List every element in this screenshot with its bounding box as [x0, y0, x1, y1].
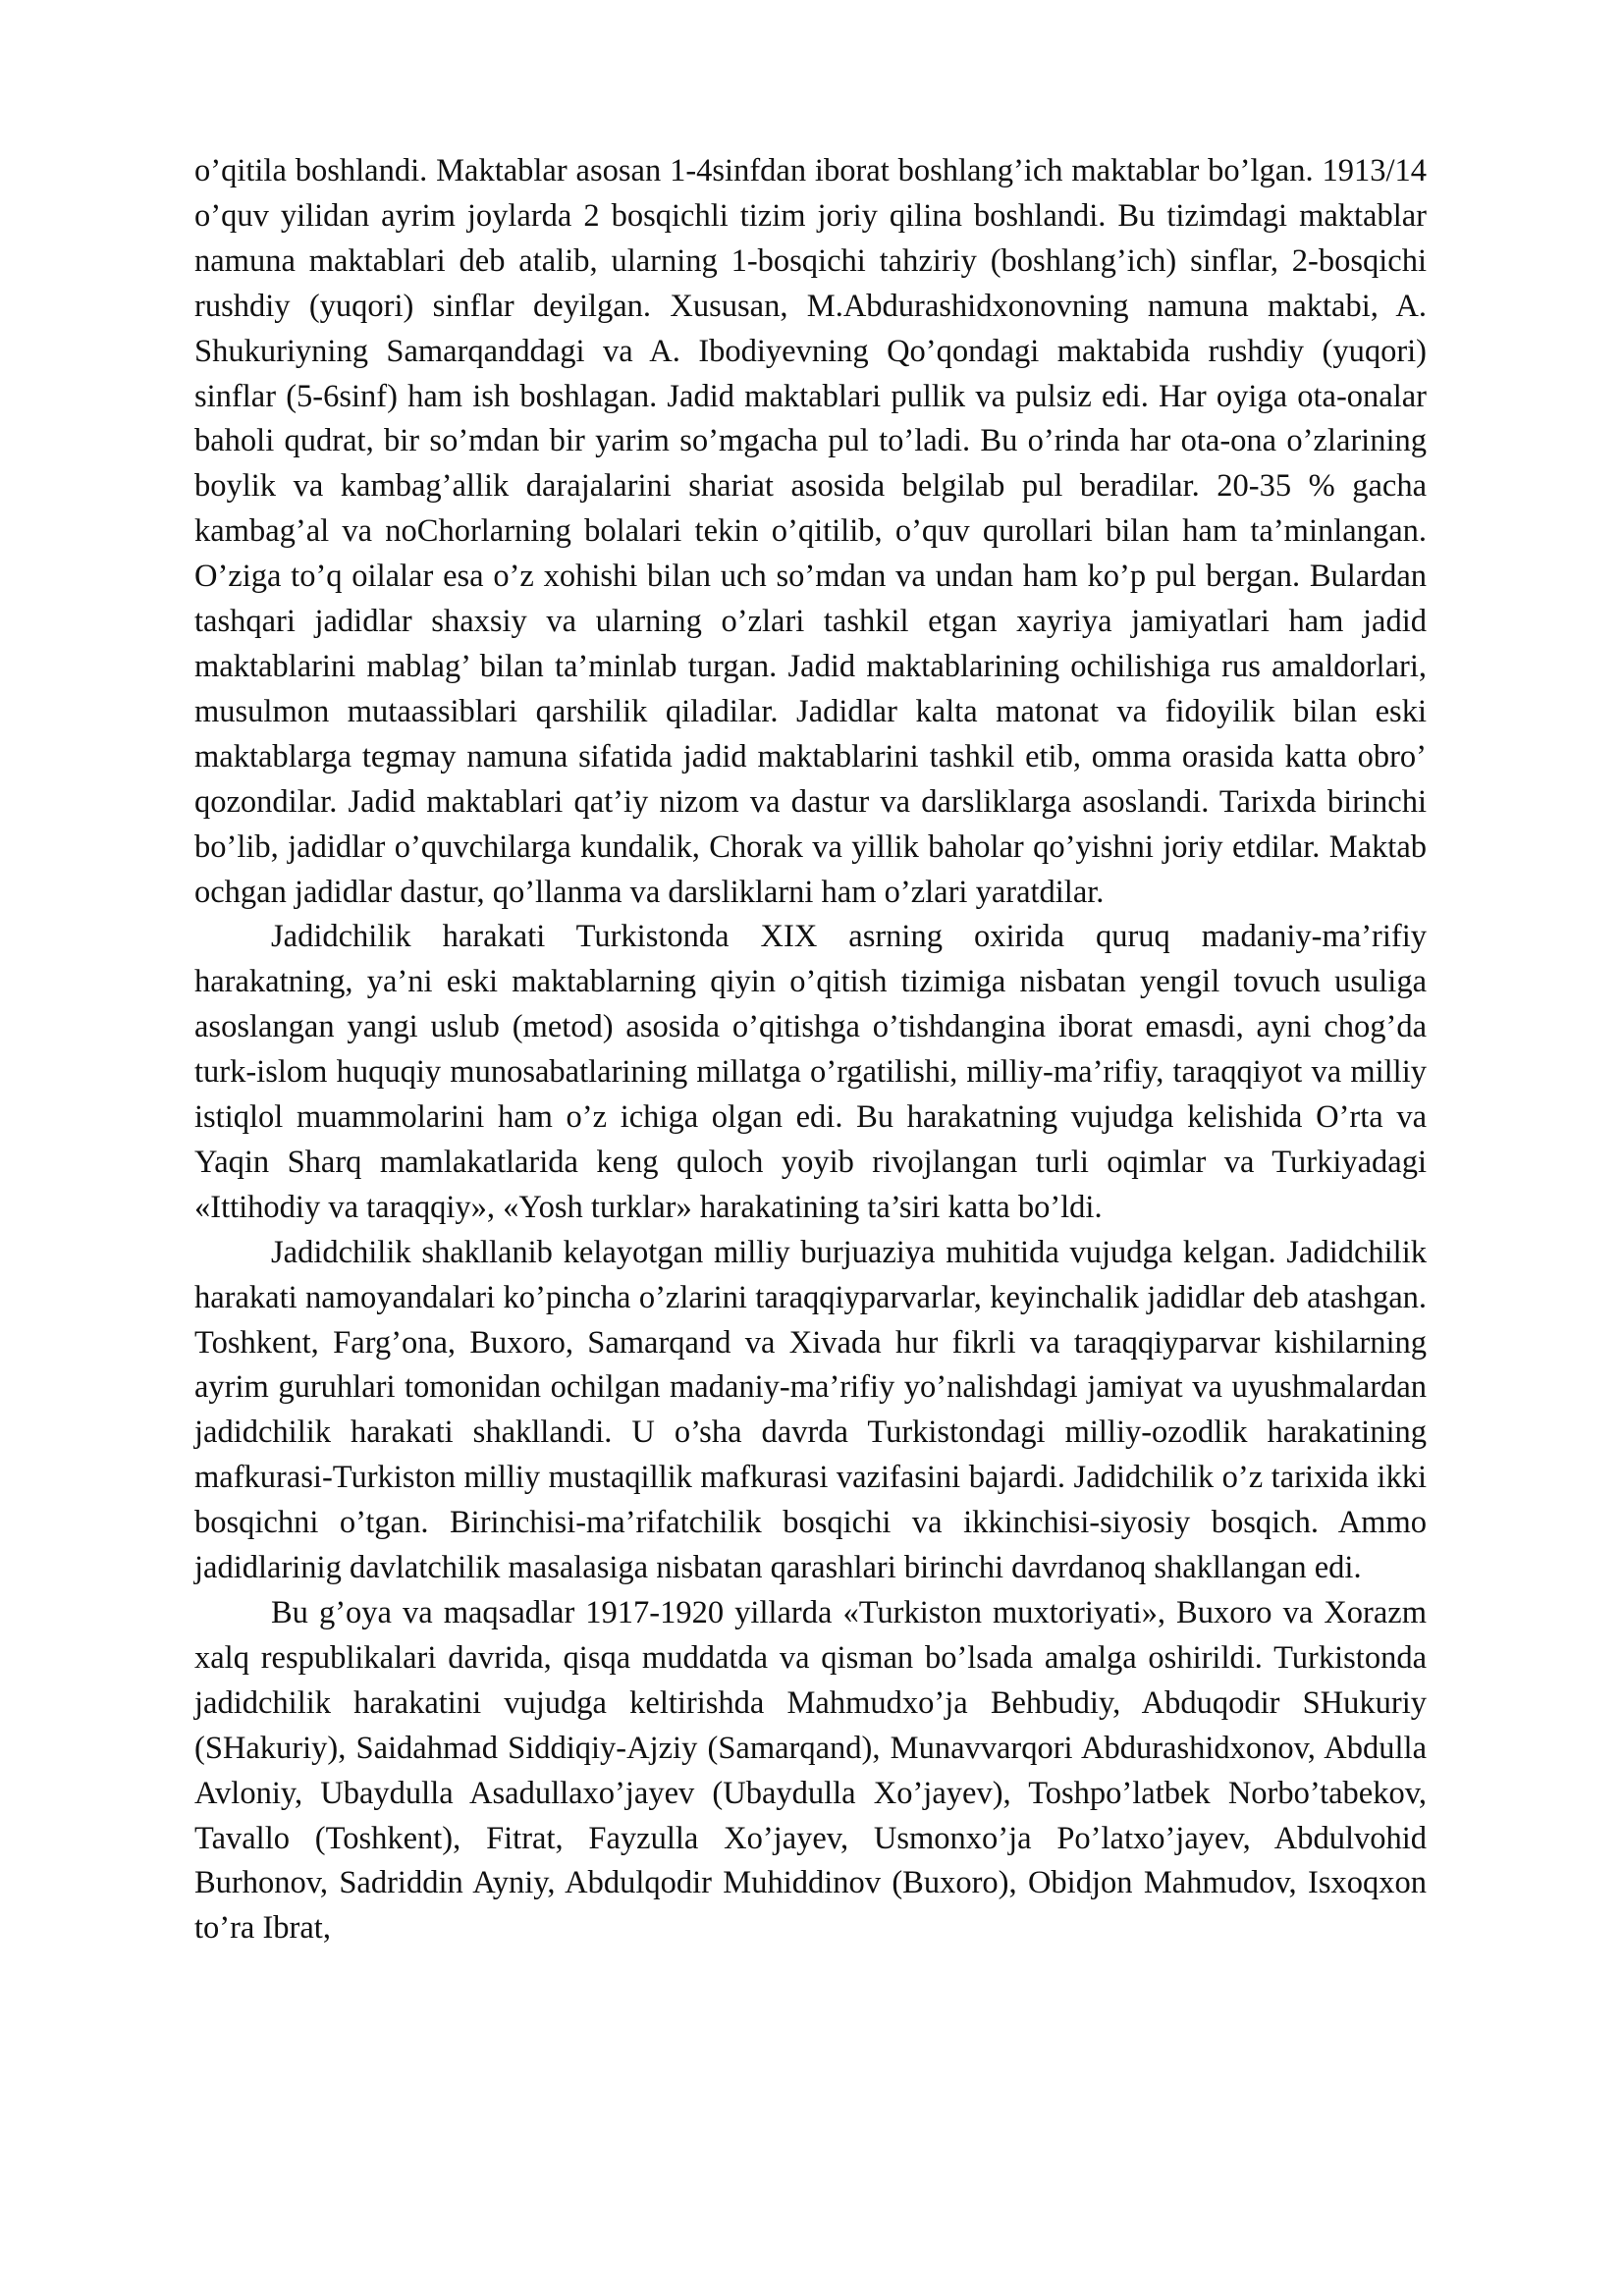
paragraph-schools-continuation: o’qitila boshlandi. Maktablar asosan 1-4sinfdan iborat boshlang’ich maktablar bo’lgan. 1913/14 o’quv yilidan ayrim joylarda 2 bosqichli tizim joriy qilina boshlandi. Bu tizimdagi maktablar namuna maktablari deb atalib, ularning 1-bosqichi tahziriy (boshlang’ich) sinflar, 2-bosqichi rushdiy (yuqori) sinflar deyilgan. Xususan, M.Abdurashidxonovning namuna maktabi, A. Shukuriyning Samarqanddagi va A. Ibodiyevning Qo’qondagi maktabida rushdiy (yuqori) sinflar (5-6sinf) ham ish boshlagan. Jadid maktablari pullik va pulsiz edi. Har oyiga ota-onalar baholi qudrat, bir so’mdan bir yarim so’mgacha pul to’ladi. Bu o’rinda har ota-ona o’zlarining boylik va kambag’allik darajalarini shariat asosida belgilab pul beradilar. 20-35 % gacha kambag’al va noChorlarning bolalari tekin o’qitilib, o’quv qurollari bilan ham ta’minlangan. O’ziga to’q oilalar esa o’z xohishi bilan uch so’mdan va undan ham ko’p pul bergan. Bulardan tashqari jadidlar shaxsiy va ularning o’zlari tashkil etgan xayriya jamiyatlari ham jadid maktablarini mablag’ bilan ta’minlab turgan. Jadid maktablarining ochilishiga rus amaldorlari, musulmon mutaassiblari qarshilik qiladilar. Jadidlar kalta matonat va fidoyilik bilan eski maktablarga tegmay namuna sifatida jadid maktablarini tashkil etib, omma orasida katta obro’ qozondilar. Jadid maktablari qat’iy nizom va dastur va darsliklarga asoslandi. Tarixda birinchi bo’lib, jadidlar o’quvchilarga kundalik, Chorak va yillik baholar qo’yishni joriy etdilar. Maktab ochgan jadidlar dastur, qo’llanma va darsliklarni ham o’zlari yaratdilar. — [194, 153, 1427, 910]
document-page — [194, 149, 1427, 1951]
paragraph-jadidism-movement: Jadidchilik harakati Turkistonda XIX asrning oxirida quruq madaniy-ma’rifiy harakatning, ya’ni eski maktablarning qiyin o’qitish tizimiga nisbatan yengil tovuch usuliga asoslangan yangi uslub (metod) asosida o’qitishga o’tishdangina iborat emasdi, ayni chog’da turk-islom huquqiy munosabatlarining millatga o’rgatilishi, milliy-ma’rifiy, taraqqiyot va milliy istiqlol muammolarini ham o’z ichiga olgan edi. Bu harakatning vujudga kelishida O’rta va Yaqin Sharq mamlakatlarida keng quloch yoyib rivojlangan turli oqimlar va Turkiyadagi «Ittihodiy va taraqqiy», «Yosh turklar» harakatining ta’siri katta bo’ldi. — [194, 919, 1427, 1225]
paragraph-jadid-figures: Bu g’oya va maqsadlar 1917-1920 yillarda «Turkiston muxtoriyati», Buxoro va Xorazm xalq respublikalari davrida, qisqa muddatda va qisman bo’lsada amalga oshirildi. Turkistonda jadidchilik harakatini vujudga keltirishda Mahmudxo’ja Behbudiy, Abduqodir SHukuriy (SHakuriy), Saidahmad Siddiqiy-Ajziy (Samarqand), Munavvarqori Abdurashidxonov, Abdulla Avloniy, Ubaydulla Asadullaxo’jayev (Ubaydulla Xo’jayev), Toshpo’latbek Norbo’tabekov, Tavallo (Toshkent), Fitrat, Fayzulla Xo’jayev, Usmonxo’ja Po’latxo’jayev, Abdulvohid Burhonov, Sadriddin Ayniy, Abdulqodir Muhiddinov (Buxoro), Obidjon Mahmudov, Isxoqxon to’ra Ibrat, — [194, 1595, 1427, 1947]
paragraph-jadidism-formation: Jadidchilik shakllanib kelayotgan milliy burjuaziya muhitida vujudga kelgan. Jadidchilik harakati namoyandalari ko’pincha o’zlarini taraqqiyparvarlar, keyinchalik jadidlar deb atashgan. Toshkent, Farg’ona, Buxoro, Samarqand va Xivada hur fikrli va taraqqiyparvar kishilarning ayrim guruhlari tomonidan ochilgan madaniy-ma’rifiy yo’nalishdagi jamiyat va uyushmalardan jadidchilik harakati shakllandi. U o’sha davrda Turkistondagi milliy-ozodlik harakatining mafkurasi-Turkiston milliy mustaqillik mafkurasi vazifasini bajardi. Jadidchilik o’z tarixida ikki bosqichni o’tgan. Birinchisi-ma’rifatchilik bosqichi va ikkinchisi-siyosiy bosqich. Ammo jadidlarinig davlatchilik masalasiga nisbatan qarashlari birinchi davrdanoq shakllangan edi. — [194, 1234, 1427, 1586]
